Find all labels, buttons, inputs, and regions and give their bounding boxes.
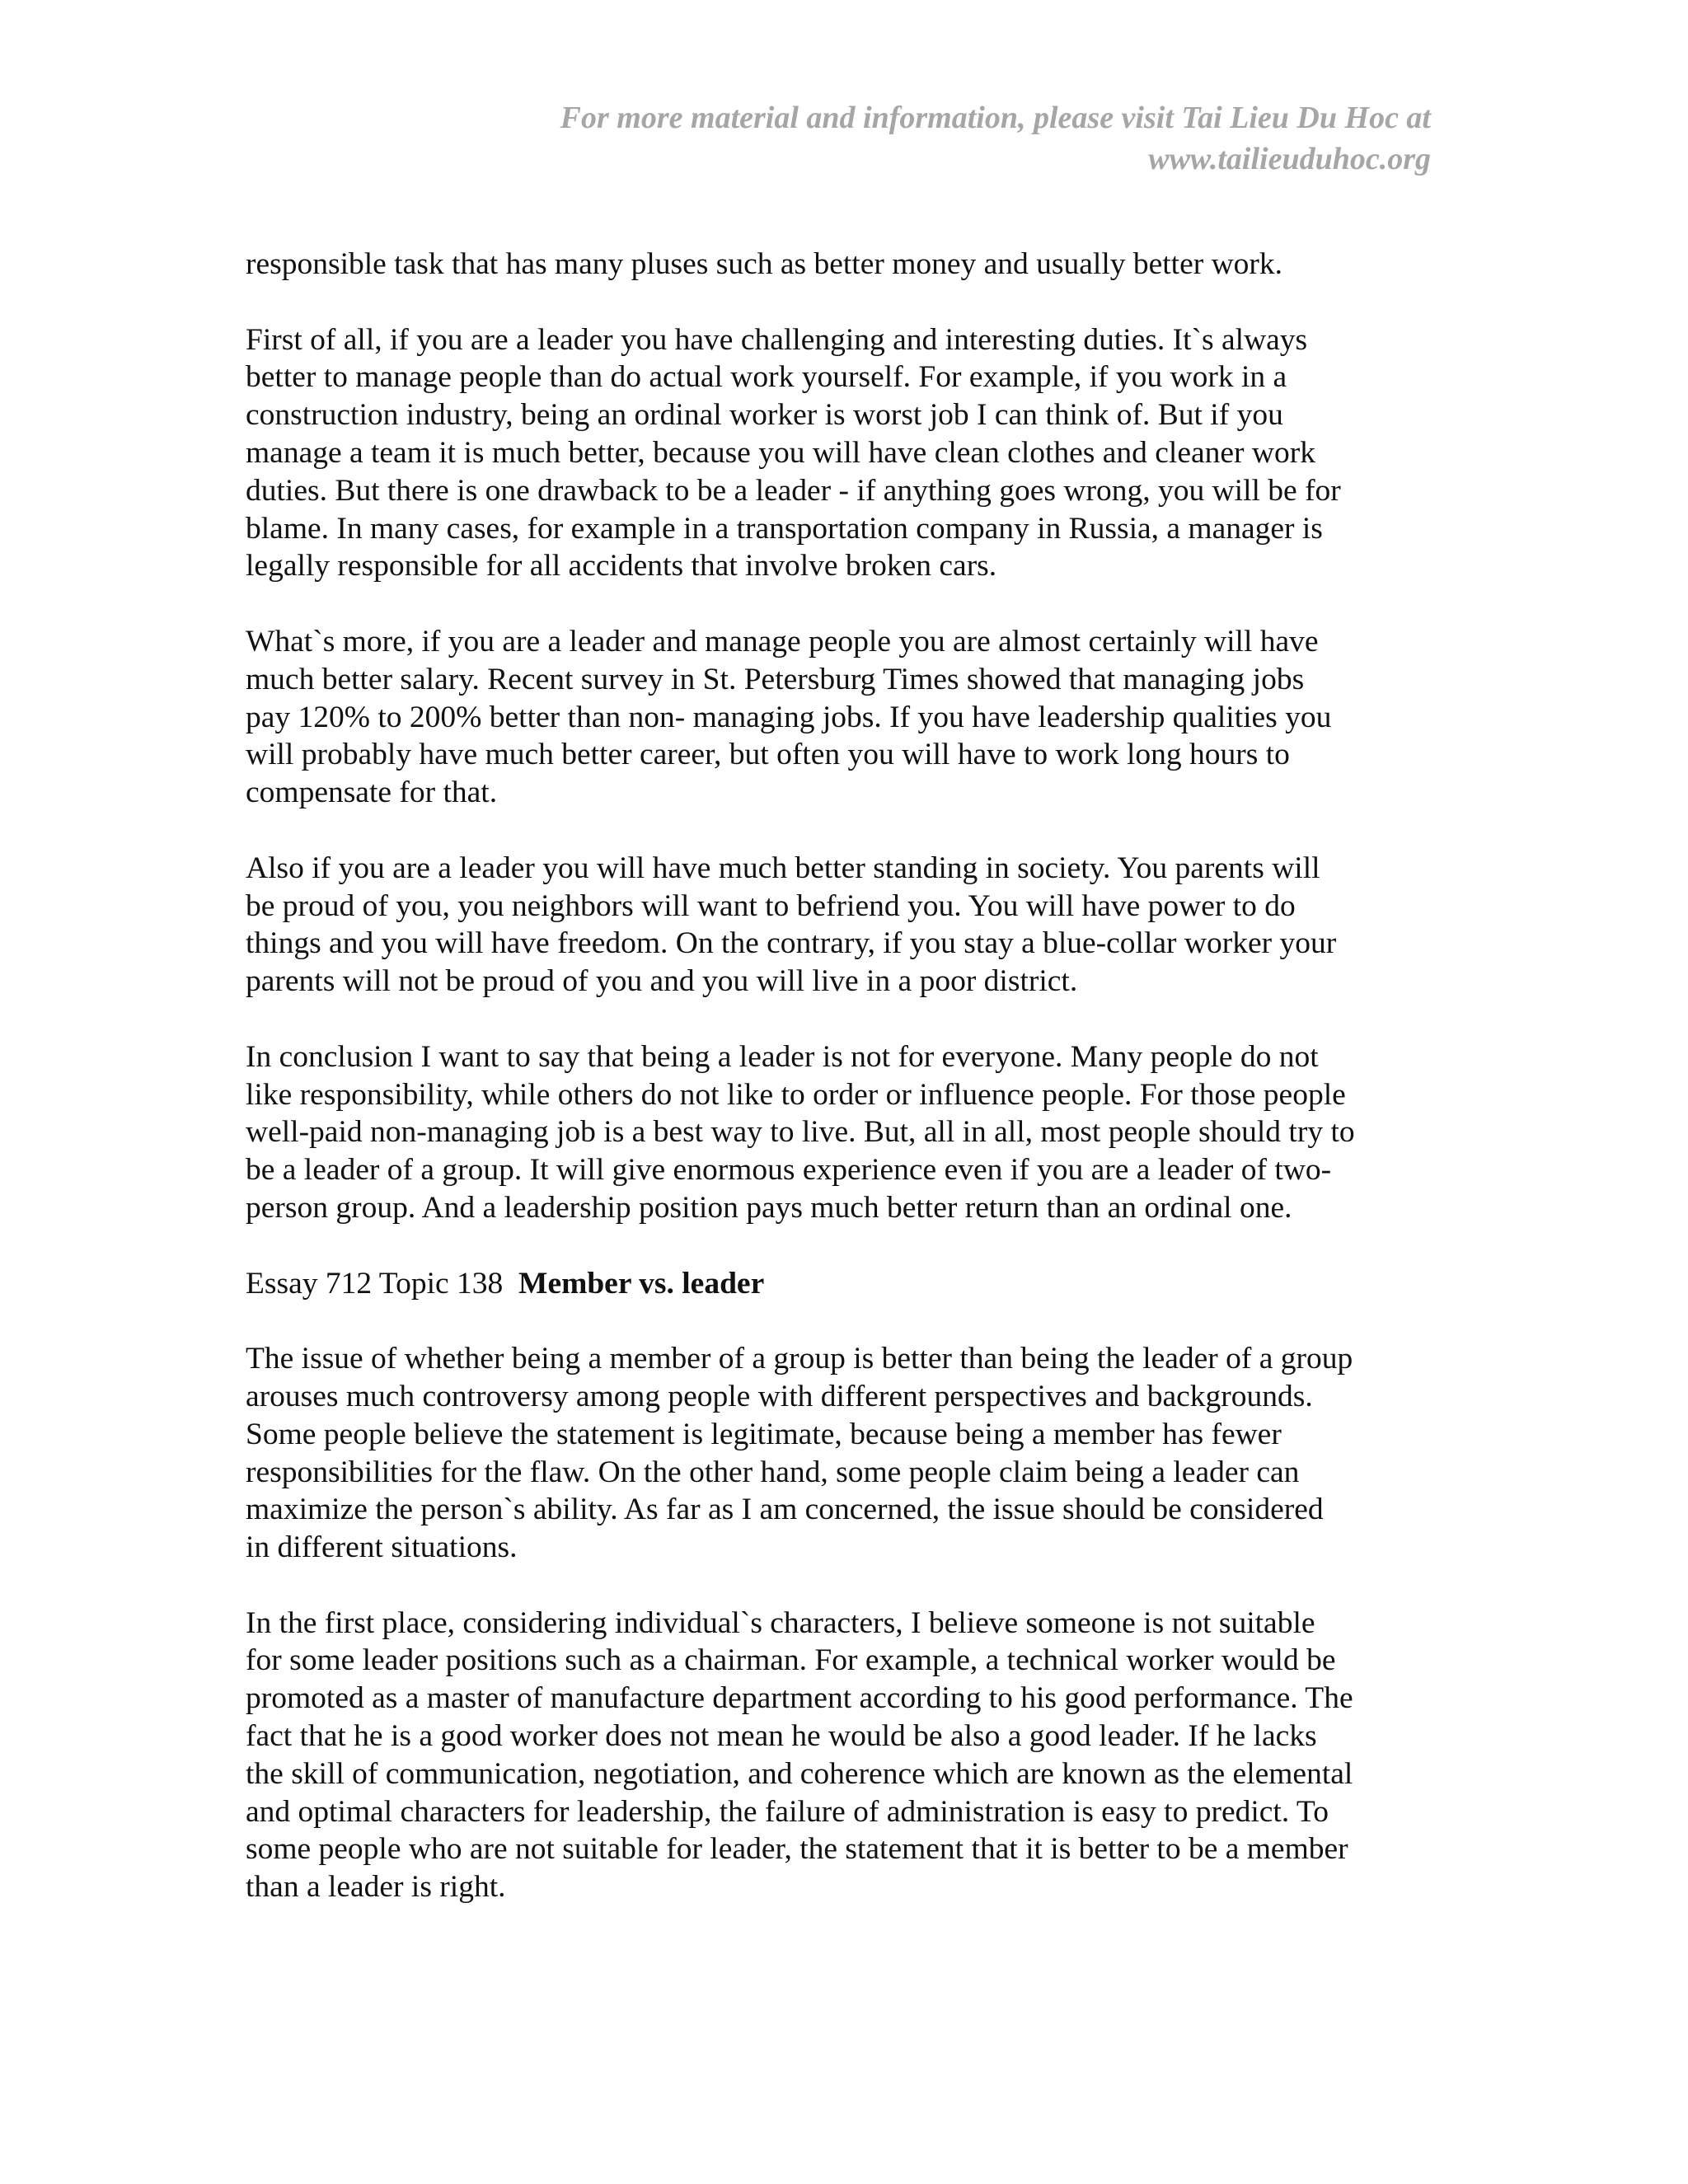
text-line: will probably have much better career, but often you will have to work long hours to — [246, 738, 1290, 772]
paragraphs-before — [246, 246, 1465, 1227]
text-line: for some leader positions such as a chairman. For example, a technical worker would be — [246, 1643, 1336, 1678]
text-line: duties. But there is one drawback to be a leader - if anything goes wrong, you will be for — [246, 473, 1341, 508]
paragraph — [246, 850, 1465, 1001]
paragraph — [246, 1038, 1465, 1227]
text-line: the skill of communication, negotiation, and coherence which are known as the elemental — [246, 1756, 1353, 1791]
essay-heading-title: Member vs. leader — [518, 1266, 765, 1301]
text-line: What`s more, if you are a leader and manage people you are almost certainly will have — [246, 624, 1319, 658]
header-line-2: www.tailieuduhoc.org — [1148, 142, 1431, 176]
text-line: arouses much controversy among people with different perspectives and backgrounds. — [246, 1379, 1313, 1413]
paragraph — [246, 246, 1465, 284]
text-line: be proud of you, you neighbors will want to befriend you. You will have power to do — [246, 888, 1296, 923]
paragraph — [246, 1340, 1465, 1567]
text-line: maximize the person`s ability. As far as I am concerned, the issue should be considered — [246, 1493, 1324, 1527]
text-line: Also if you are a leader you will have much better standing in society. You parents will — [246, 851, 1320, 885]
page-header — [442, 97, 1431, 180]
essay-heading — [246, 1265, 1465, 1303]
text-line: First of all, if you are a leader you have challenging and interesting duties. It`s always — [246, 322, 1308, 357]
text-line: pay 120% to 200% better than non- managing jobs. If you have leadership qualities you — [246, 700, 1332, 734]
text-line: person group. And a leadership position pays much better return than an ordinal one. — [246, 1190, 1292, 1225]
text-line: In the first place, considering individual`s characters, I believe someone is not suitable — [246, 1605, 1315, 1640]
text-line: and optimal characters for leadership, the failure of administration is easy to predict. To — [246, 1794, 1329, 1829]
text-line: The issue of whether being a member of a group is better than being the leader of a group — [246, 1342, 1353, 1376]
text-line: In conclusion I want to say that being a leader is not for everyone. Many people do not — [246, 1039, 1319, 1074]
paragraph — [246, 321, 1465, 586]
text-line: like responsibility, while others do not like to order or influence people. For those people — [246, 1077, 1346, 1112]
document-body — [246, 246, 1465, 1944]
text-line: in different situations. — [246, 1530, 518, 1565]
text-line: things and you will have freedom. On the contrary, if you stay a blue-collar worker your — [246, 926, 1337, 961]
text-line: some people who are not suitable for leader, the statement that it is better to be a member — [246, 1832, 1348, 1867]
text-line: be a leader of a group. It will give enormous experience even if you are a leader of two- — [246, 1153, 1332, 1188]
text-line: construction industry, being an ordinal worker is worst job I can think of. But if you — [246, 398, 1283, 433]
text-line: manage a team it is much better, because you will have clean clothes and cleaner work — [246, 435, 1315, 470]
text-line: responsibilities for the flaw. On the other hand, some people claim being a leader can — [246, 1455, 1300, 1489]
essay-heading-prefix: Essay 712 Topic 138 — [246, 1266, 504, 1301]
header-line-1: For more material and information, please visit Tai Lieu Du Hoc at — [560, 101, 1431, 135]
text-line: blame. In many cases, for example in a transportation company in Russia, a manager is — [246, 511, 1323, 546]
text-line: much better salary. Recent survey in St. Petersburg Times showed that managing jobs — [246, 662, 1305, 696]
paragraph — [246, 623, 1465, 812]
text-line: than a leader is right. — [246, 1870, 506, 1905]
text-line: promoted as a master of manufacture department according to his good performance. The — [246, 1681, 1353, 1716]
text-line: compensate for that. — [246, 776, 498, 810]
paragraph — [246, 1605, 1465, 1906]
text-line: well-paid non-managing job is a best way to live. But, all in all, most people should try to — [246, 1115, 1355, 1150]
text-line: responsible task that has many pluses such as better money and usually better work. — [246, 247, 1283, 281]
text-line: better to manage people than do actual work yourself. For example, if you work in a — [246, 360, 1287, 395]
text-line: legally responsible for all accidents that involve broken cars. — [246, 549, 997, 583]
text-line: parents will not be proud of you and you will live in a poor district. — [246, 964, 1078, 999]
text-line: fact that he is a good worker does not mean he would be also a good leader. If he lacks — [246, 1719, 1317, 1754]
paragraphs-after — [246, 1340, 1465, 1906]
text-line: Some people believe the statement is legitimate, because being a member has fewer — [246, 1417, 1282, 1451]
